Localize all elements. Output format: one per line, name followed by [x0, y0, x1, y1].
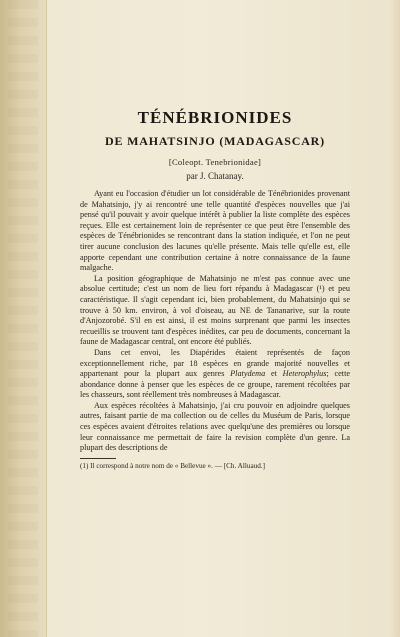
article-subtitle: DE MAHATSINJO (MADAGASCAR) [105, 134, 325, 148]
paragraph-3-mid: et [265, 369, 283, 379]
paragraph-1: Ayant eu l'occasion d'étudier un lot considérable de Ténébrionides provenant de Mahatsinjo, j'y ai rencontré une telle quantité d'espèces nouvelles que j'ai pensé qu'il pouvait y avoir quelque intérêt à publier la liste complète des espèces reçues. Elle est certainement loin de représenter ce que peut être l'ensemble des espèces de Ténébrionides se rencontrant dans la station indiquée, et l'on ne peut tirer aucune conclusion des lacunes qu'elle présente. Mais telle qu'elle est, elle apporte cependant une contribution certaine à notre connaissance de la faune malgache. [80, 189, 350, 273]
footnote: (1) Il correspond à notre nom de « Bellevue ». — [Ch. Alluaud.] [80, 461, 266, 470]
genus-heterophylus: Heterophylus [282, 369, 327, 379]
author-line: par J. Chatanay. [186, 171, 244, 181]
paper-stain [8, 0, 38, 637]
article-title: TÉNÉBRIONIDES [137, 108, 293, 127]
footnote-divider [80, 458, 116, 459]
paragraph-3 [80, 348, 350, 401]
paragraph-4: Aux espèces récoltées à Mahatsinjo, j'ai cru pouvoir en adjoindre quelques autres, faisant partie de ma collection ou de celles du Muséum de Paris, lorsque ces espèces avaient d'étroites relations avec quelqu'une des premières ou lorsque leur connaissance me permettait de faire la revision complète d'un genre. La plupart des descriptions de [80, 400, 350, 453]
paragraph-3-end: ; cette abondance donne à penser que les espèces de ce groupe, rarement récoltées par les chasseurs, sont réellement très nombreuses à Madagascar. [80, 369, 350, 400]
taxonomic-classification: [Coleopt. Tenebrionidae] [168, 157, 262, 167]
article-body [80, 108, 350, 471]
paragraph-2: La position géographique de Mahatsinjo ne m'est pas connue avec une absolue certitude; c'est un nom de lieu fort répandu à Madagascar (¹) et peu caractéristique. Il s'agit cependant ici, bien probablement, du Mahatsinjo qui se trouve à 50 km. environ, à vol d'oiseau, au NE de Tananarive, sur la route d'Anjozorobé. S'il en est ainsi, il est moins surprenant que parmi les insectes recueillis se trouvent tant d'espèces inédites, car peu de documents, concernant la faune de Madagascar central, ont encore été publiés. [80, 273, 350, 347]
paragraph-3-start: Dans cet envoi, les Diapérides étaient représentés de façon exceptionnellement riche, par 18 espèces en grande majorité nouvelles et appartenant pour la plupart aux genres [80, 347, 350, 379]
genus-platydema: Platydema [230, 369, 266, 379]
